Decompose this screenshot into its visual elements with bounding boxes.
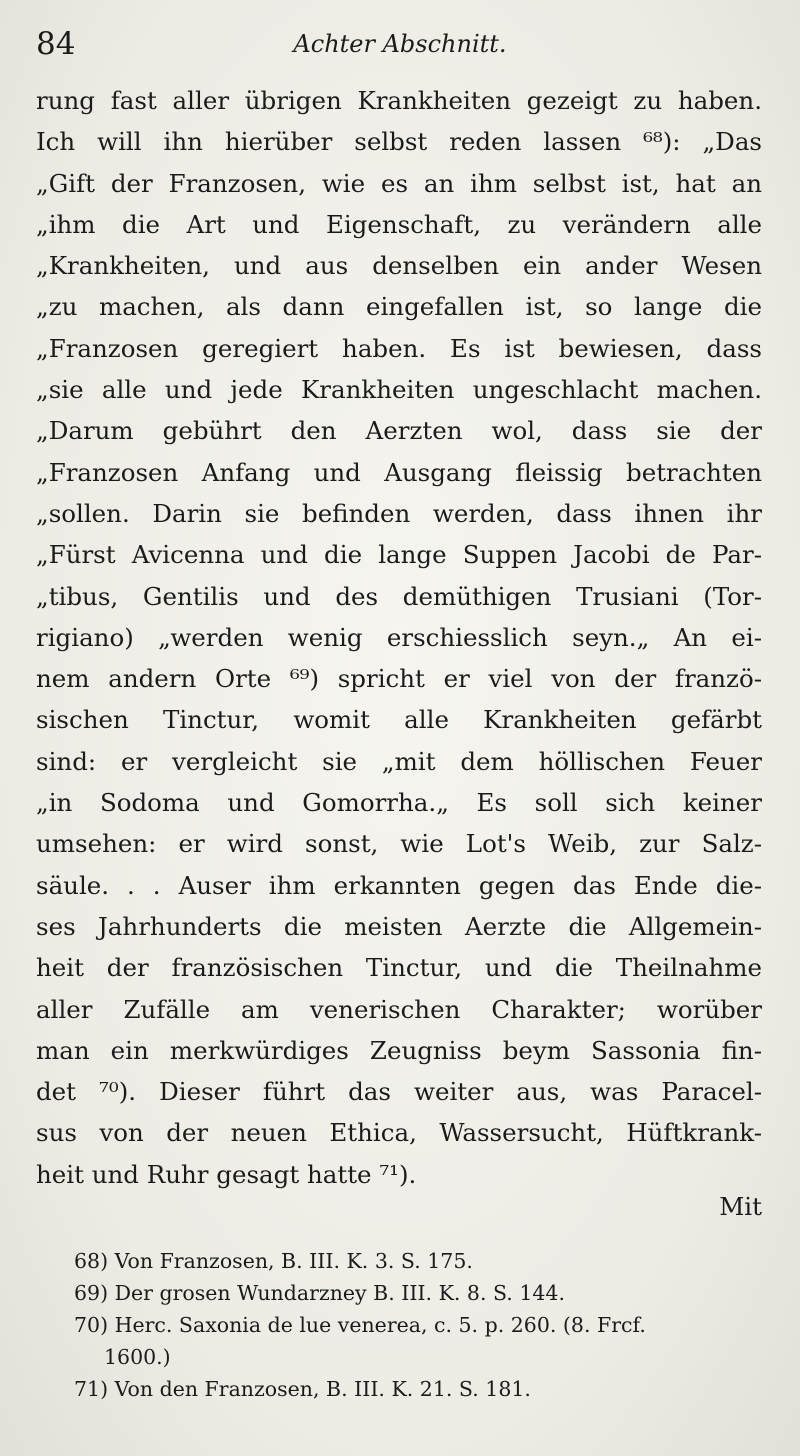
text-line: heit der französischen Tinctur, und die Theilnahme bbox=[36, 953, 762, 983]
text-line: „Franzosen geregiert haben. Es ist bewiesen, dass bbox=[36, 333, 762, 363]
body-text bbox=[36, 80, 762, 1195]
catchword: Mit bbox=[719, 1192, 762, 1221]
text-line: det ⁷⁰). Dieser führt das weiter aus, was Paracel- bbox=[36, 1077, 762, 1107]
text-line: „Krankheiten, und aus denselben ein ander Wesen bbox=[36, 251, 762, 281]
text-line: man ein merkwürdiges Zeugniss beym Sassonia fin- bbox=[36, 1035, 762, 1065]
footnote-69: 69) Der grosen Wundarzney B. III. K. 8. S. 144. bbox=[74, 1281, 565, 1305]
text-line: „sie alle und jede Krankheiten ungeschlacht machen. bbox=[36, 375, 762, 405]
page-number: 84 bbox=[36, 26, 76, 62]
text-line: „Gift der Franzosen, wie es an ihm selbst ist, hat an bbox=[36, 168, 762, 198]
running-title: Achter Abschnitt. bbox=[293, 30, 507, 58]
text-line: sischen Tinctur, womit alle Krankheiten gefärbt bbox=[36, 705, 762, 735]
text-line: ses Jahrhunderts die meisten Aerzte die Allgemein- bbox=[36, 911, 762, 941]
text-line: „sollen. Darin sie befinden werden, dass ihnen ihr bbox=[36, 498, 762, 528]
text-line: Ich will ihn hierüber selbst reden lassen ⁶⁸): „Das bbox=[36, 127, 762, 157]
text-line: nem andern Orte ⁶⁹) spricht er viel von der franzö- bbox=[36, 664, 762, 694]
footnote-70: 70) Herc. Saxonia de lue venerea, c. 5. p. 260. (8. Frcf. bbox=[74, 1313, 646, 1337]
footnote-70-continuation: 1600.) bbox=[104, 1345, 171, 1369]
text-line: „Darum gebührt den Aerzten wol, dass sie der bbox=[36, 416, 762, 446]
text-line: umsehen: er wird sonst, wie Lot's Weib, zur Salz- bbox=[36, 829, 762, 859]
text-line: sus von der neuen Ethica, Wassersucht, Hüftkrank- bbox=[36, 1118, 762, 1148]
footnote-71: 71) Von den Franzosen, B. III. K. 21. S. 181. bbox=[74, 1377, 531, 1401]
text-line: „ihm die Art und Eigenschaft, zu verändern alle bbox=[36, 209, 762, 239]
footnotes bbox=[74, 1245, 764, 1405]
text-line: heit und Ruhr gesagt hatte ⁷¹). bbox=[36, 1159, 417, 1189]
text-line: säule. . . Auser ihm erkannten gegen das Ende die- bbox=[36, 870, 762, 900]
text-line: „tibus, Gentilis und des demüthigen Trusiani (Tor- bbox=[36, 581, 762, 611]
page-header bbox=[36, 22, 764, 66]
text-line: rung fast aller übrigen Krankheiten gezeigt zu haben. bbox=[36, 86, 762, 115]
text-line: „zu machen, als dann eingefallen ist, so lange die bbox=[36, 292, 762, 322]
text-line: „Franzosen Anfang und Ausgang fleissig betrachten bbox=[36, 457, 762, 487]
footnote-68: 68) Von Franzosen, B. III. K. 3. S. 175. bbox=[74, 1249, 473, 1273]
text-line: aller Zufälle am venerischen Charakter; worüber bbox=[36, 994, 762, 1024]
text-line: sind: er vergleicht sie „mit dem höllischen Feuer bbox=[36, 746, 762, 776]
text-line: „in Sodoma und Gomorrha.„ Es soll sich keiner bbox=[36, 788, 762, 818]
text-line: rigiano) „werden wenig erschiesslich seyn.„ An ei- bbox=[36, 622, 762, 652]
text-line: „Fürst Avicenna und die lange Suppen Jacobi de Par- bbox=[36, 540, 762, 570]
